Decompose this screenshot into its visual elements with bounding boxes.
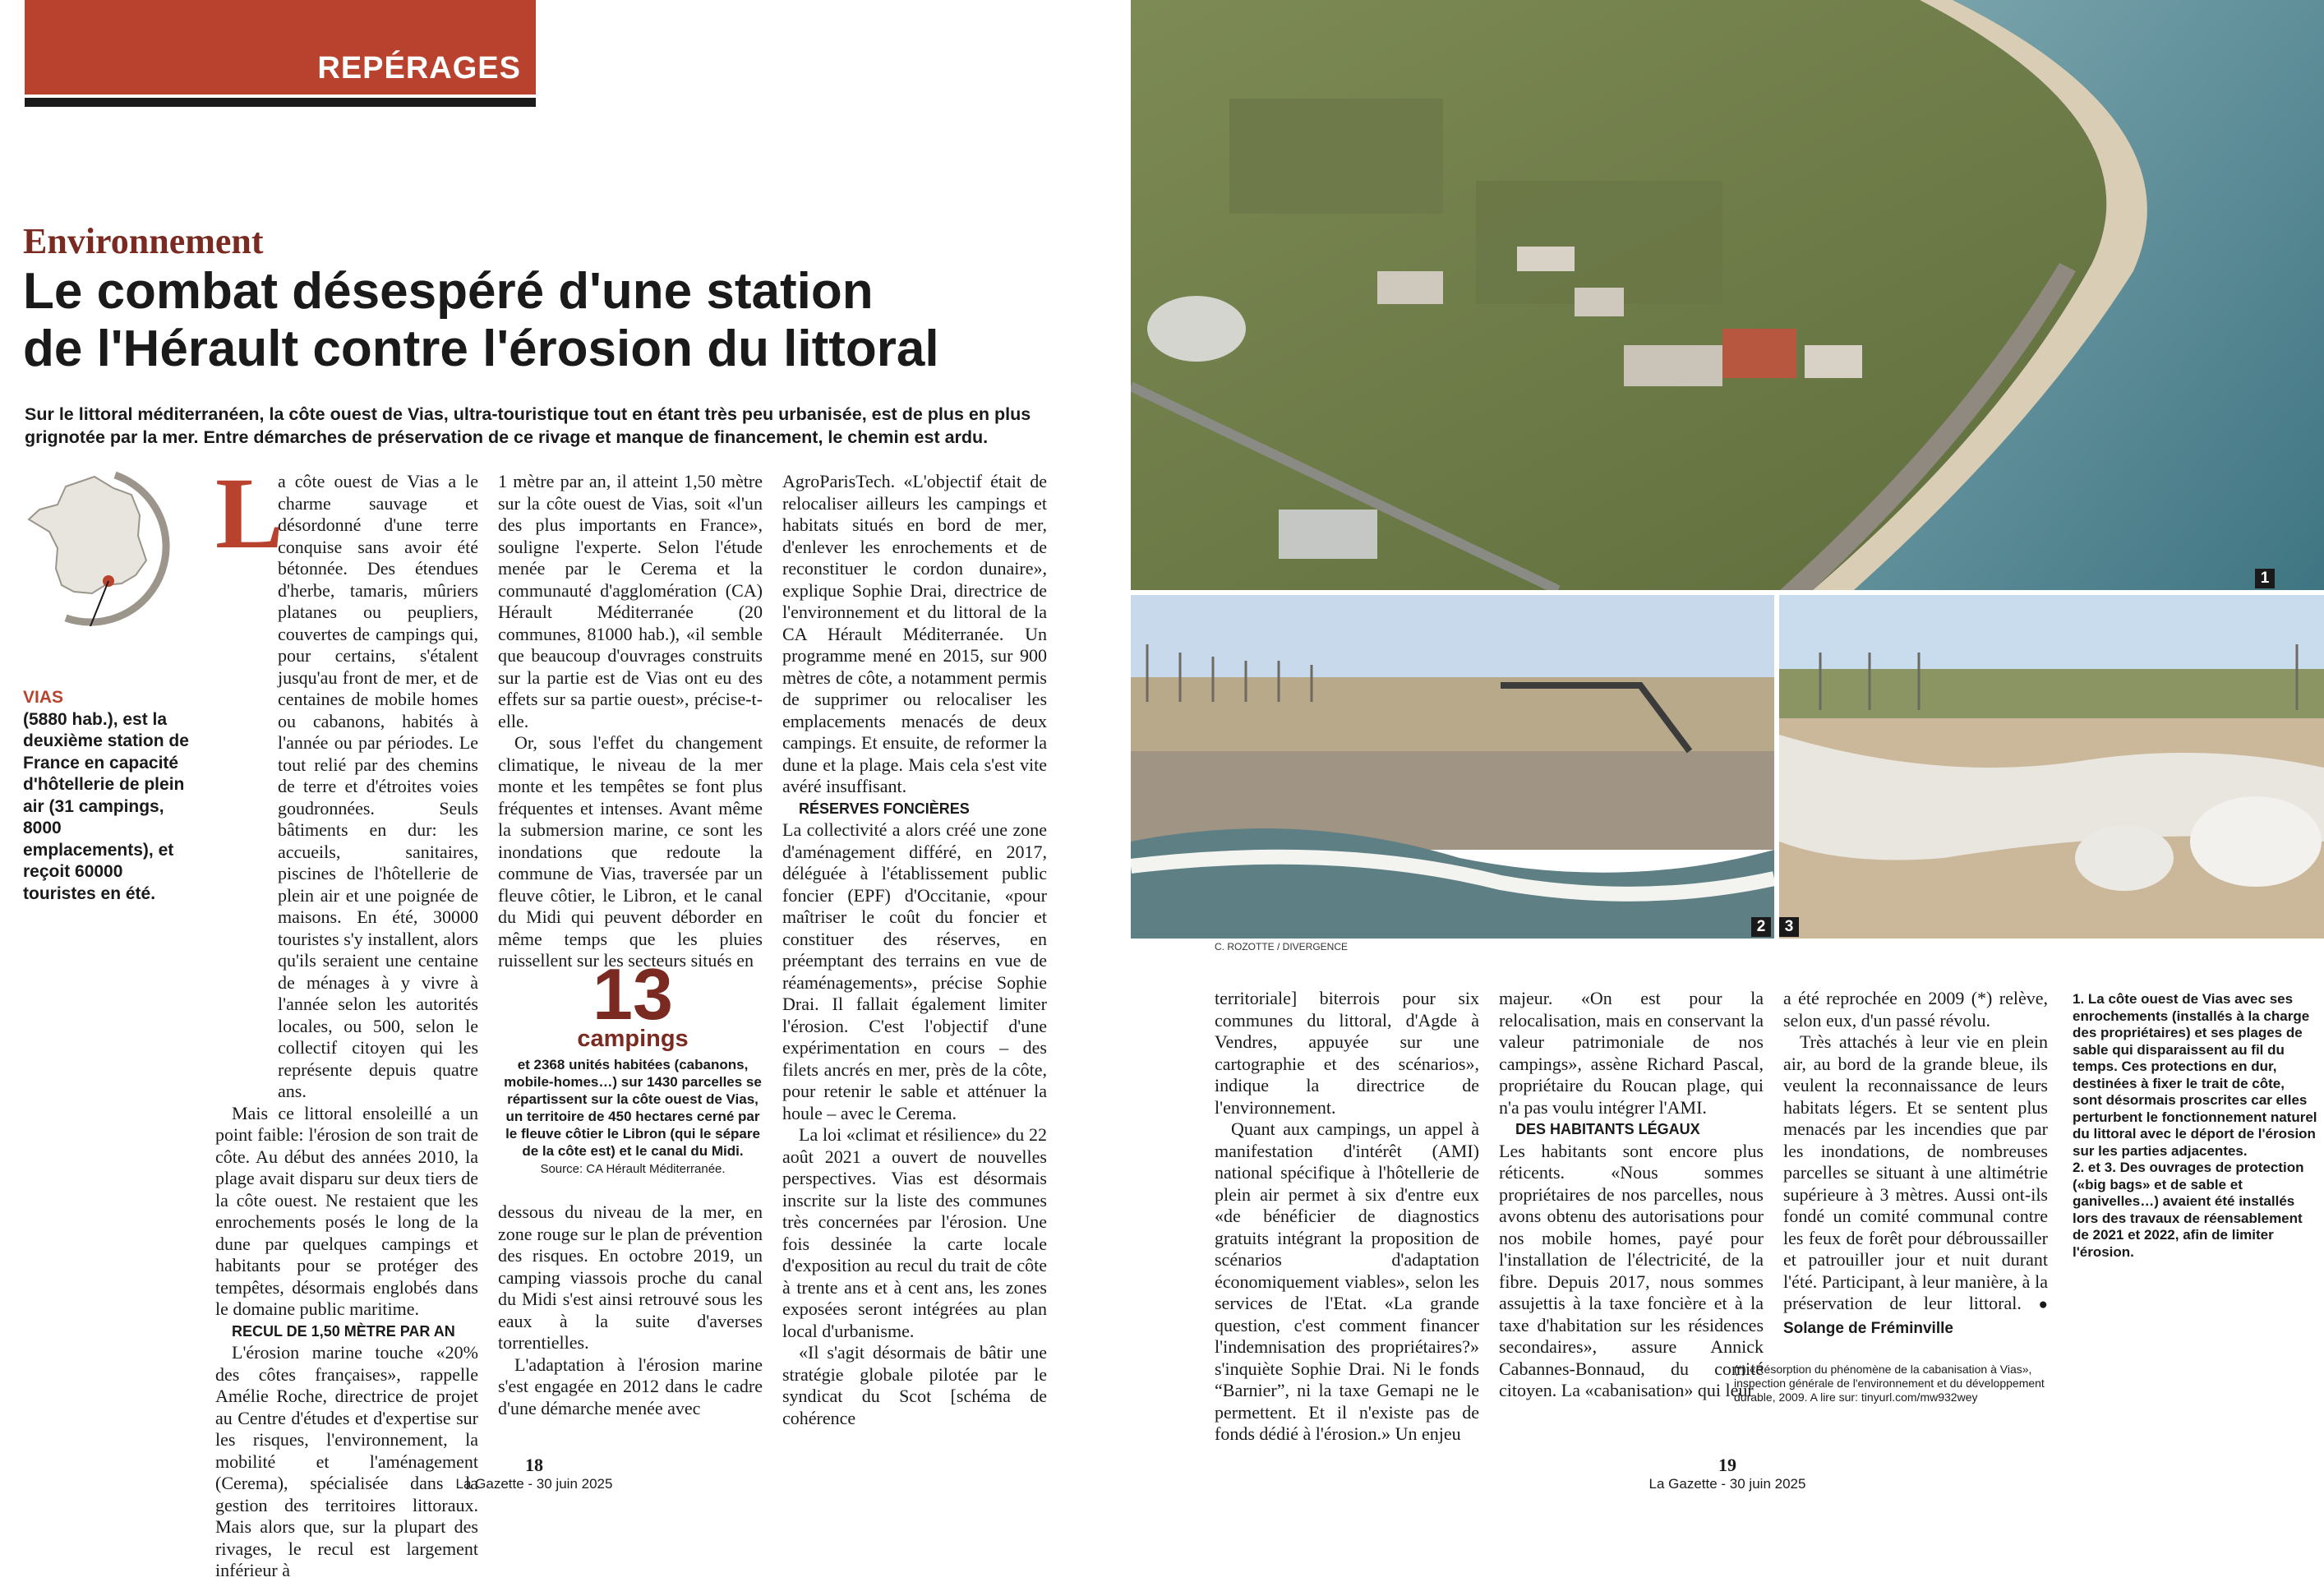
footer-left [370,1455,699,1492]
col3-subheading: RÉSERVES FONCIÈRES [799,800,970,817]
col3-paragraph-3: La loi «climat et résilience» du 22 août 2021 a ouvert de nouvelles perspectives. Vias est désormais inscrite sur la liste des communes très concernées par l'érosion. Une fois dessinée la carte locale d'exposition au recul du trait de côte à trente ans et à cent ans, les zones exposées seront intégrées au plan local d'urbanisme. [782,1124,1047,1341]
col5-paragraph-1: majeur. «On est pour la relocalisation, mais en conservant la valeur patrimoniale de nos campings», assène Richard Pascal, propriétaire du Roucan plage, qui n'a pas voulu intégrer l'AMI. [1499,988,1764,1118]
page-number-left: 18 [525,1455,543,1475]
col5-paragraph-2: Les habitants sont encore plus réticents. «Nous sommes propriétaires de nos parcelles, nous avons obtenu des autorisations pour nos mobile homes, payé pour l'installation de l'électricité, de la fibre. Depuis 2017, nous sommes assujettis à la taxe foncière et à la taxe d'habitation sur les résidences secondaires», assure Annick Cabannes-Bonnaud, du comité citoyen. La «cabanisation» qui leur [1499,1140,1764,1400]
vias-name: VIAS [23,688,64,707]
page-number-right: 19 [1718,1455,1736,1475]
photo-beach-stairs [1131,595,1774,939]
photo-captions [2073,991,2317,1261]
caption-2-3: 2. et 3. Des ouvrages de protection («big bags» et de sable et ganivelles…) avaient été installés lors des travaux de réensablement de 2021 et 2022, afin de limiter l'érosion. [2073,1160,2304,1260]
col1-paragraph-3: L'érosion marine touche «20% des côtes françaises», rappelle Amélie Roche, directrice de projet au Centre d'études et d'expertise sur les risques, l'environnement, la mobilité et l'aménagement (Cerema), spécialisée dans la gestion des territoires littoraux. Mais alors que, sur la plupart des rivages, le recul est largement inférieur à [215,1342,478,1580]
caption-1: 1. La côte ouest de Vias avec ses enrochements (installés à la charge des propriétaires) et ses plages de sable qui disparaissent au fil du temps. Ces protections en dur, destinées à fixer le trait de côte, sont désormais proscrites car elles perturbent le fonctionnement naturel du littoral avec le déport de l'érosion sur les parties adjacentes. [2073,991,2317,1159]
section-label: REPÉRAGES [317,51,521,85]
col3-paragraph-4: «Il s'agit désormais de bâtir une stratégie globale pilotée par le syndicat du Scot [schéma de cohérence [782,1342,1047,1428]
col4-paragraph-1: territoriale] biterrois pour six communes du littoral, d'Agde à Vendres, appuyée sur une cartographie et des scénarios», indique la directrice de l'environnement. [1215,988,1479,1118]
big-bags-illustration [1779,595,2324,939]
col2-paragraph-4: L'adaptation à l'érosion marine s'est engagée en 2012 dans le cadre d'une démarche menée avec [498,1354,763,1418]
column-6 [1783,988,2048,1340]
col2-paragraph-3: dessous du niveau de la mer, en zone rouge sur le plan de prévention des risques. En octobre 2019, un camping viassois proche du canal du Midi s'est ainsi retrouvé sous les eaux à la suite d'averses torrentielles. [498,1201,763,1353]
footer-right [1563,1455,1892,1492]
banner-rule [25,98,536,107]
col1-subheading: RECUL DE 1,50 MÈTRE PAR AN [232,1322,455,1340]
headline-line-2: de l'Hérault contre l'érosion du littoral [23,321,939,377]
column-3 [782,471,1047,1429]
beach-stairs-illustration [1131,595,1774,939]
article-lead: Sur le littoral méditerranéen, la côte ouest de Vias, ultra-touristique tout en étant très peu urbanisée, est de plus en plus grignotée par la mer. Entre démarches de préservation de ce rivage et manque de financement, le chemin est ardu. [25,404,1031,447]
col6-paragraph-2 [1783,1031,2048,1340]
section-banner [25,0,536,95]
column-2-bottom [498,1201,763,1419]
key-figure-box [501,953,764,1176]
col1-paragraph-1: a côte ouest de Vias a le charme sauvage et désordonné d'une terre conquise sans avoir été bétonnée. Des étendues d'herbe, tamaris, mûriers platanes ou peupliers, couvertes de campings qui, pour certains, s'étalent jusqu'au front de mer, et de centaines de mobile homes ou cabanons, habités à l'année ou par périodes. Le tout relié par des chemins de terre et d'étroites voies goudronnées. Seuls bâtiments en dur: les accueils, sanitaires, piscines de l'hôtellerie de plein air et une poignée de maisons. En été, 30000 touristes s'y installent, alors qu'ils seraient une centaine de ménages à y vivre à l'année selon les autorités locales, ou 500, selon le collectif citoyen qui les représente depuis quatre ans. [278,471,478,1101]
france-map-icon [16,470,196,626]
photo-aerial-coast [1131,0,2324,590]
col1-paragraph-2: Mais ce littoral ensoleillé a un point faible: l'érosion de son trait de côte. Au début des années 2010, la plage avait disparu sur deux tiers de la côte ouest. Ne restaient que les enrochements posés le long de la dune par quelques campings et habitants pour se protéger des tempêtes, désormais englobés dans le domaine public maritime. [215,1102,478,1319]
headline-line-1: Le combat désespéré d'une station [23,263,874,320]
photo-number-2: 2 [1751,917,1771,937]
footnote: (*) «Résorption du phénomène de la cabanisation à Vias», inspection générale de l'environnement et du développement durable, 2009. A lire sur: tinyurl.com/mw932wey [1734,1363,2045,1404]
column-5 [1499,988,1764,1402]
col3-paragraph-2: La collectivité a alors créé une zone d'aménagement différé, en 2017, déléguée à l'établissement public foncier (EPF) d'Occitanie, «pour maîtriser le coût du foncier et constituer des réserves, en préemptant des terrains en vue de réaménagements», précise Sophie Drai. Il fallait également limiter l'érosion. C'est l'objectif d'une expérimentation en cours – des filets ancrés en mer, près de la côte, pour retenir le sable et atténuer la houle – avec le Cerema. [782,819,1047,1123]
col6-paragraph-2-text: Très attachés à leur vie en plein air, au bord de la grande bleue, ils veulent la reconnaissance de leurs habitats légers. Et se sentent plus menacés par les incendies que par les inondations, de nombreuses parcelles se situant à une altimétrie supérieure à 3 mètres. Aussi ont-ils fondé un comité communal contre les feux de forêt pour débroussailler et patrouiller jour et nuit durant l'été. Participant, à leur manière, à la préservation de leur littoral. [1783,1031,2048,1313]
article-kicker: Environnement [23,221,264,261]
author-signature: ● Solange de Fréminville [1783,1296,2049,1337]
article-headline [23,263,1050,378]
col5-subheading: DES HABITANTS LÉGAUX [1515,1121,1700,1137]
aerial-photo-illustration [1131,0,2324,590]
key-figure-text: et 2368 unités habitées (cabanons, mobile-homes…) sur 1430 parcelles se répartissent sur la côte ouest de Vias, un territoire de 450 hectares cerné par le fleuve côtier le Libron (qui le sépare de la côte est) et le canal du Midi. [504,1057,762,1159]
photo-number-1: 1 [2255,569,2275,588]
vias-fact-text: (5880 hab.), est la deuxième station de France en capacité d'hôtellerie de plein air (31 campings, 8000 emplacements), et reçoit 60000 touristes en été. [23,709,189,903]
column-2 [498,471,763,972]
col4-paragraph-2: Quant aux campings, un appel à manifestation d'intérêt (AMI) national spécifique à l'hôtellerie de plein air permet à six d'entre eux «de bénéficier de diagnostics gratuits intégrant la proposition de scénarios d'adaptation économiquement viables», selon les services de l'Etat. «La grande question, c'est comment financer l'indemnisation des propriétaires?» s'inquiète Sophie Drai. Ni le fonds “Barnier”, ni la taxe Gemapi ne le permettent. Et il n'existe pas de fonds dédié à l'érosion.» Un enjeu [1215,1118,1479,1444]
column-4 [1215,988,1479,1446]
col3-paragraph-1: AgroParisTech. «L'objectif était de relocaliser ailleurs les campings et habitats situés en bord de mer, d'enlever les enrochements et de reconstituer le cordon dunaire», explique Sophie Drai, directrice de l'environnement et du littoral de la CA Hérault Méditerranée. Un programme mené en 2015, sur 900 mètres de côte, a notamment permis de supprimer ou relocaliser les emplacements menacés de deux campings. Et ensuite, de reformer la dune et la plage. Mais cela s'est vite avéré insuffisant. [782,471,1047,796]
publication-right: La Gazette - 30 juin 2025 [1648,1476,1806,1492]
key-figure-value: 13 [593,953,673,1035]
vias-fact-box [23,687,196,905]
column-1 [215,471,478,1582]
col2-paragraph-1: 1 mètre par an, il atteint 1,50 mètre sur la côte ouest de Vias, soit «l'un des plus importants en France», souligne l'experte. Selon l'étude menée par le Cerema et la communauté d'agglomération (CA) Hérault Méditerranée (20 communes, 81000 hab.), «il semble que beaucoup d'ouvrages construits sur la partie est de Vias ont eu des effets sur sa partie ouest», précise-t-elle. [498,471,763,731]
drop-cap: L [215,457,284,570]
key-figure-unit: campings [577,1026,689,1052]
col6-paragraph-1: a été reprochée en 2009 (*) relève, selon eux, d'un passé révolu. [1783,988,2048,1031]
key-figure-source: Source: CA Hérault Méditerranée. [540,1162,726,1176]
photo-credit: C. ROZOTTE / DIVERGENCE [1215,941,1349,952]
col2-paragraph-2: Or, sous l'effet du changement climatique, le niveau de la mer monte et les tempêtes se font plus fréquentes et intenses. Avant même la submersion marine, ce sont les inondations que redoute la commune de Vias, traversée par un fleuve côtier, le Libron, et le canal du Midi qui peuvent déborder en même temps que les pluies ruissellent sur les secteurs situés en [498,732,763,971]
photo-number-3: 3 [1779,917,1799,937]
publication-left: La Gazette - 30 juin 2025 [455,1476,613,1492]
photo-big-bags [1779,595,2324,939]
